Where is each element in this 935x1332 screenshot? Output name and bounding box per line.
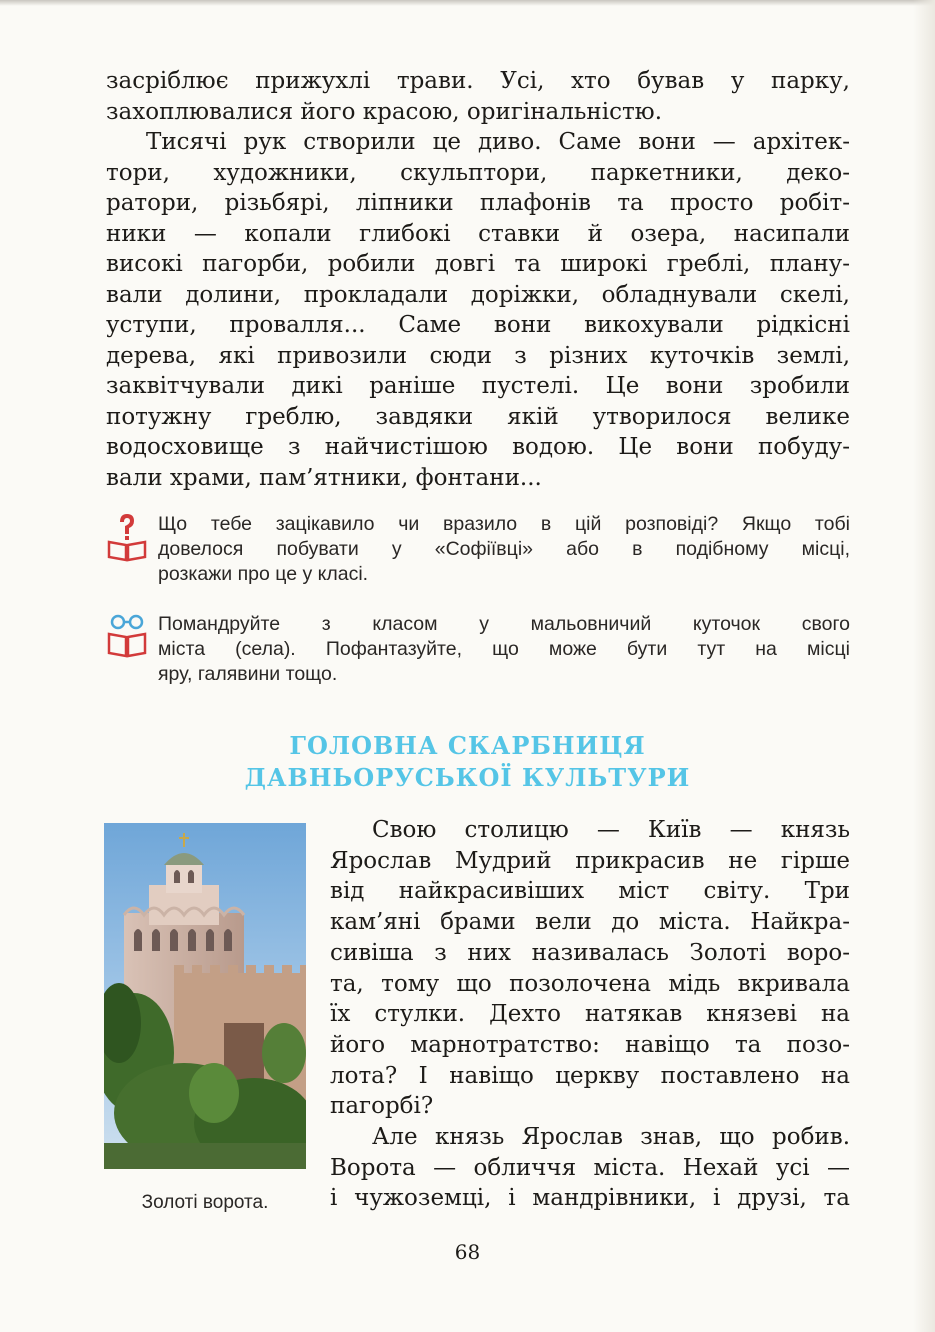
- text-line: яру, галявини тощо.: [158, 663, 338, 685]
- text-line: сивіша з них називалась Золоті воро-: [330, 939, 850, 966]
- text-line: вали долини, прокладали доріжки, обладнували скелі,: [106, 281, 850, 308]
- text-line: Помандруйте з класом у мальовничий куточок свого: [158, 613, 850, 635]
- text-line: ники — копали глибокі ставки й озера, насипали: [106, 220, 850, 247]
- text-line: ратори, різьбярі, ліпники плафонів та просто робіт-: [106, 190, 850, 216]
- text-line: та, тому що позолочена мідь вкривала: [330, 970, 850, 997]
- text-line: міста (села). Пофантазуйте, що може бути тут на місці: [158, 638, 850, 660]
- text-line: кам’яні брами вели до міста. Найкра-: [330, 909, 850, 936]
- task-question: [106, 512, 850, 592]
- text-line: їх стулки. Дехто натякав князеві на: [330, 1001, 850, 1028]
- text-line: заквітчували дикі раніше пустелі. Це вони зробили: [106, 373, 850, 399]
- text-line: водосховище з найчистішою водою. Це вони побуду-: [106, 434, 850, 460]
- text-line: потужну греблю, завдяки якій утворилося велике: [106, 403, 850, 430]
- text-line: засріблює прижухлі трави. Усі, хто бував у парку,: [106, 68, 850, 94]
- text-line: і чужоземці, і мандрівники, і друзі, та: [330, 1185, 850, 1212]
- text-line: вали храми, пам’ятники, фонтани...: [106, 464, 542, 491]
- glasses-book-icon: [106, 612, 148, 662]
- text-line: Тисячі рук створили це диво. Саме вони — архітек-: [146, 129, 850, 155]
- text-line: Ворота — обличчя міста. Нехай усі —: [330, 1154, 850, 1181]
- section-title-line-2: ДАВНЬОРУСЬКОЇ КУЛЬТУРИ: [244, 763, 691, 792]
- text-line: уступи, провалля... Саме вони викохували рідкісні: [106, 312, 850, 338]
- text-line: Що тебе зацікавило чи вразило в цій розповіді? Якщо тобі: [158, 513, 850, 535]
- golden-gate-photo: [104, 823, 306, 1169]
- page-top-edge: [0, 0, 935, 6]
- text-line: пагорбі?: [330, 1093, 434, 1120]
- section-body: [330, 815, 850, 1214]
- text-line: від найкрасивіших міст світу. Три: [330, 878, 850, 905]
- text-line: дерева, які привозили сюди з різних куточків землі,: [106, 342, 850, 369]
- task-project: [106, 612, 850, 692]
- text-line: лота? І навіщо церкву поставлено на: [330, 1062, 850, 1089]
- top-paragraph: [106, 66, 850, 493]
- section-title-line-1: ГОЛОВНА СКАРБНИЦЯ: [289, 731, 646, 760]
- text-line: захоплювалися його красою, оригінальністю.: [106, 98, 663, 125]
- text-line: Але князь Ярослав знав, що робив.: [372, 1124, 850, 1151]
- text-line: його марнотратство: навіщо та позо-: [330, 1031, 850, 1058]
- text-line: Ярослав Мудрий прикрасив не гірше: [330, 847, 850, 874]
- task-text: [158, 512, 850, 587]
- paragraph-1: [106, 66, 850, 127]
- text-line: розкажи про це у класі.: [158, 563, 369, 585]
- page-number: 68: [454, 1240, 481, 1264]
- photo-caption: Золоті ворота.: [141, 1192, 269, 1213]
- section-title: [200, 730, 735, 794]
- page-right-edge: [913, 0, 935, 1332]
- text-line: високі пагорби, робили довгі та широкі греблі, плану-: [106, 251, 850, 277]
- text-line: Свою столицю — Київ — князь: [372, 817, 850, 843]
- golden-gate-illustration: [104, 823, 306, 1169]
- paragraph-2: [106, 127, 850, 493]
- text-line: довелося побувати у «Софіївці» або в подібному місці,: [158, 538, 850, 560]
- task-text: [158, 612, 850, 687]
- text-line: тори, художники, скульптори, паркетники, деко-: [106, 159, 850, 186]
- question-book-icon: [106, 512, 148, 562]
